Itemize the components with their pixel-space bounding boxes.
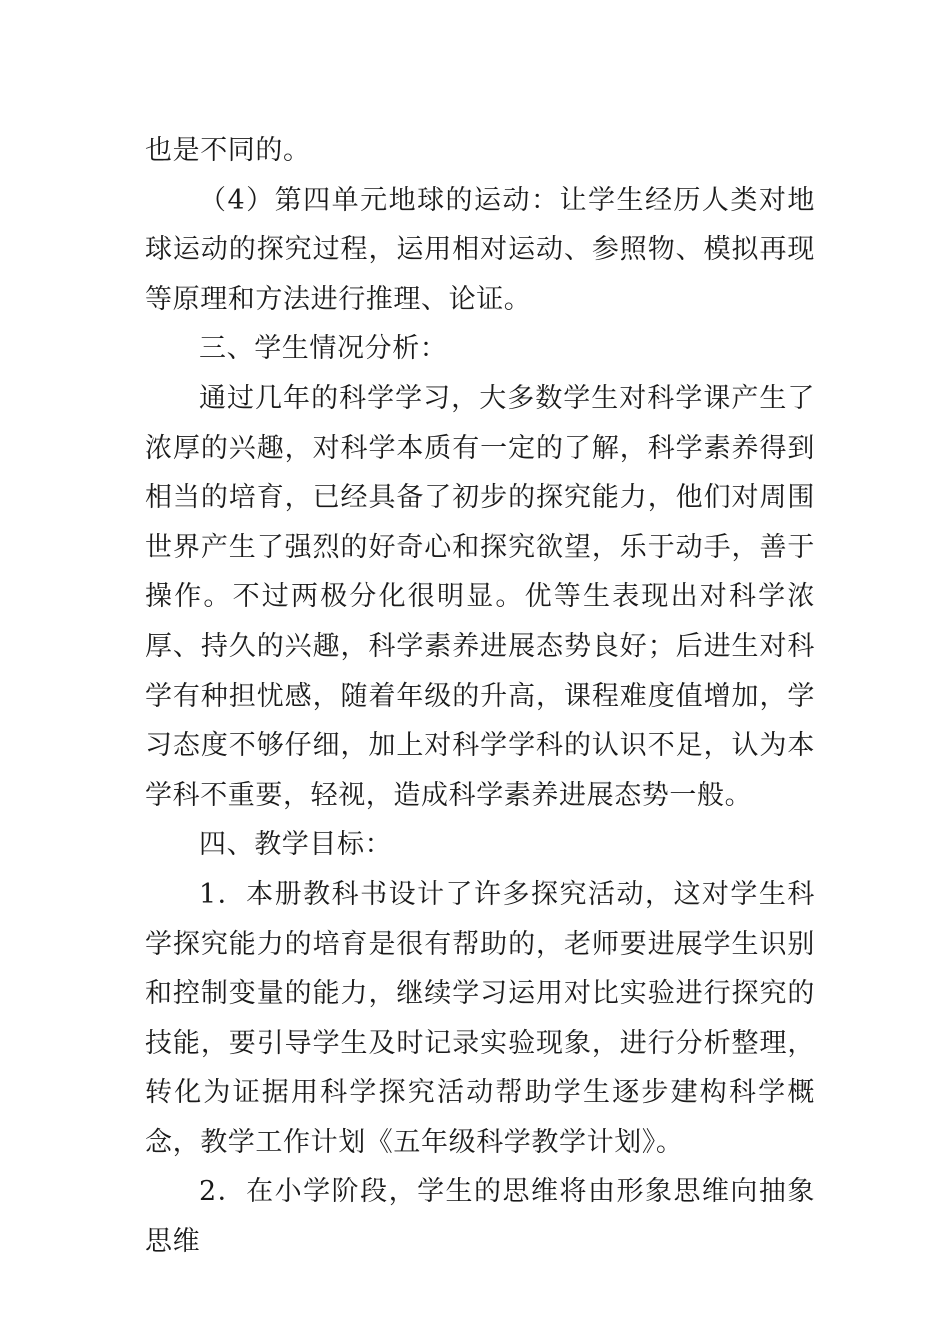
paragraph-goal-one: 1．本册教科书设计了许多探究活动，这对学生科学探究能力的培育是很有帮助的，老师要进展学生识别和控制变量的能力，继续学习运用对比实验进行探究的技能，要引导学生及时记录实验现象，进行分析整理，转化为证据用科学探究活动帮助学生逐步建构科学概念，教学工作计划《五年级科学教学计划》。 <box>145 878 815 1158</box>
paragraph-unit-four: （4）第四单元地球的运动：让学生经历人类对地球运动的探究过程，运用相对运动、参照物、模拟再现等原理和方法进行推理、论证。 <box>145 184 815 315</box>
section-heading-teaching-goals: 四、教学目标： <box>199 829 393 861</box>
document-body <box>145 126 815 1267</box>
paragraph-continuation: 也是不同的。 <box>145 135 311 166</box>
paragraph-goal-two: 2．在小学阶段，学生的思维将由形象思维向抽象思维 <box>145 1176 815 1258</box>
section-heading-student-analysis: 三、学生情况分析： <box>199 333 448 365</box>
paragraph-student-analysis: 通过几年的科学学习，大多数学生对科学课产生了浓厚的兴趣，对科学本质有一定的了解，科学素养得到相当的培育，已经具备了初步的探究能力，他们对周围世界产生了强烈的好奇心和探究欲望，乐于动手，善于操作。不过两极分化很明显。优等生表现出对科学浓厚、持久的兴趣，科学素养进展态势良好；后进生对科学有种担忧感，随着年级的升高，课程难度值增加，学习态度不够仔细，加上对科学学科的认识不足，认为本学科不重要，轻视，造成科学素养进展态势一般。 <box>145 382 815 811</box>
